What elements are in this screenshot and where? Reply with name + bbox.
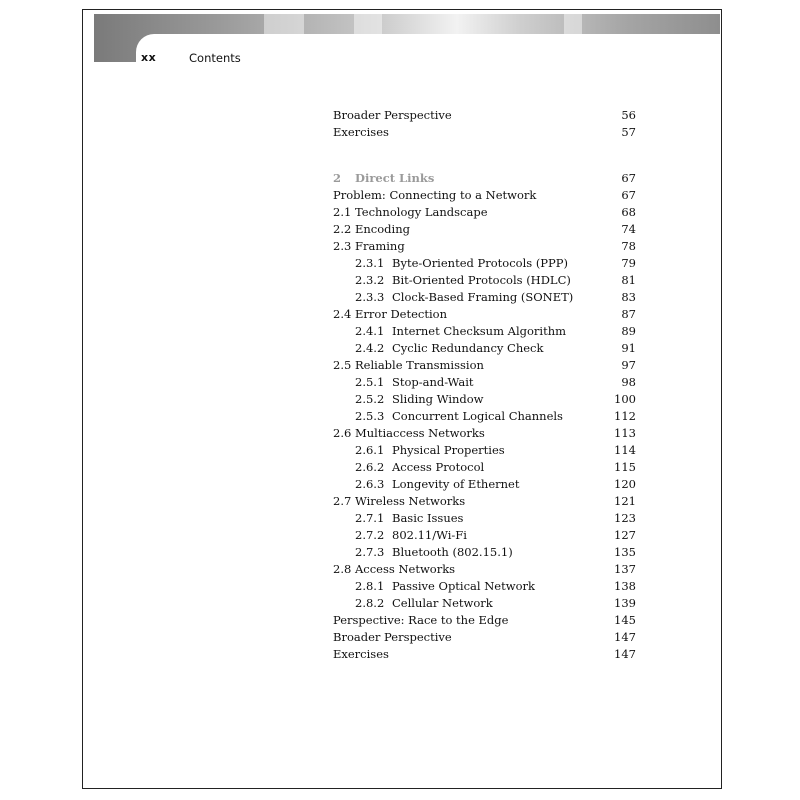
chapter-gap bbox=[333, 141, 636, 170]
toc-entry-title: Wireless Networks bbox=[355, 494, 466, 508]
toc-entry-number: 2.4.2 bbox=[355, 341, 385, 355]
toc-entry-number: 2.8.1 bbox=[355, 579, 385, 593]
toc-entry-title: Internet Checksum Algorithm bbox=[392, 324, 567, 338]
toc-entry-title: Bluetooth (802.15.1) bbox=[392, 545, 513, 559]
toc-entry-page: 56 bbox=[621, 108, 636, 122]
toc-entry-number: 2.6.2 bbox=[355, 460, 385, 474]
toc-entry-number: 2.7.3 bbox=[355, 545, 385, 559]
toc-entry-number: 2.6 bbox=[333, 426, 352, 440]
toc-entry-title: Sliding Window bbox=[392, 392, 484, 406]
book-page bbox=[82, 9, 722, 789]
toc-entry-title: Broader Perspective bbox=[333, 630, 452, 644]
toc-entry-page: 79 bbox=[621, 256, 636, 270]
toc-entry-title: Encoding bbox=[355, 222, 410, 236]
toc-entry-page: 87 bbox=[621, 307, 636, 321]
header-left-fill bbox=[94, 62, 136, 70]
chapter-number: 2 bbox=[333, 171, 342, 185]
toc-entry-title: Access Networks bbox=[355, 562, 456, 576]
toc-entry bbox=[333, 544, 636, 561]
header-streak bbox=[354, 14, 382, 34]
toc-entry-page: 97 bbox=[621, 358, 636, 372]
toc-entry-title: Longevity of Ethernet bbox=[392, 477, 520, 491]
toc-entry-number: 2.5.2 bbox=[355, 392, 385, 406]
toc-entry bbox=[333, 323, 636, 340]
toc-entry-title: Bit-Oriented Protocols (HDLC) bbox=[392, 273, 571, 287]
toc-entry-title: Stop-and-Wait bbox=[392, 375, 474, 389]
toc-entry bbox=[333, 578, 636, 595]
toc-entry bbox=[333, 289, 636, 306]
toc-entry bbox=[333, 238, 636, 255]
toc-entry-number: 2.1 bbox=[333, 205, 352, 219]
toc-entry-number: 2.4 bbox=[333, 307, 352, 321]
toc-entry-page: 120 bbox=[614, 477, 636, 491]
toc-entry-title: Concurrent Logical Channels bbox=[392, 409, 563, 423]
toc-entry-page: 74 bbox=[621, 222, 636, 236]
toc-entry bbox=[333, 221, 636, 238]
toc-entry bbox=[333, 391, 636, 408]
toc-entry-page: 147 bbox=[614, 647, 636, 661]
toc-entry-page: 112 bbox=[614, 409, 636, 423]
toc-entry bbox=[333, 107, 636, 124]
toc-entry-title: Framing bbox=[355, 239, 405, 253]
toc-entry-number: 2.2 bbox=[333, 222, 352, 236]
toc-entry-title: 802.11/Wi-Fi bbox=[392, 528, 467, 542]
toc-entry-page: 100 bbox=[614, 392, 636, 406]
toc-entry-page: 89 bbox=[621, 324, 636, 338]
toc-entry bbox=[333, 340, 636, 357]
toc-entry bbox=[333, 612, 636, 629]
toc-entry-page: 145 bbox=[614, 613, 636, 627]
toc-entry-page: 115 bbox=[614, 460, 636, 474]
toc-entry bbox=[333, 442, 636, 459]
toc-entry-title: Exercises bbox=[333, 125, 389, 139]
toc-entry bbox=[333, 595, 636, 612]
toc-entry-number: 2.8.2 bbox=[355, 596, 385, 610]
toc-entry-page: 127 bbox=[614, 528, 636, 542]
toc-entry bbox=[333, 561, 636, 578]
toc-entry bbox=[333, 476, 636, 493]
toc-entry bbox=[333, 306, 636, 323]
toc-entry-page: 113 bbox=[614, 426, 636, 440]
toc-entry-title: Problem: Connecting to a Network bbox=[333, 188, 537, 202]
toc-entry-title: Reliable Transmission bbox=[355, 358, 484, 372]
toc-entry-title: Byte-Oriented Protocols (PPP) bbox=[392, 256, 569, 270]
toc-entry-page: 123 bbox=[614, 511, 636, 525]
header-band bbox=[94, 14, 720, 70]
header-streak bbox=[264, 14, 304, 34]
toc-entry bbox=[333, 646, 636, 663]
toc-entry-page: 138 bbox=[614, 579, 636, 593]
toc-entry-number: 2.5 bbox=[333, 358, 352, 372]
toc-entry-page: 135 bbox=[614, 545, 636, 559]
toc-entry-title: Perspective: Race to the Edge bbox=[333, 613, 509, 627]
toc-entry bbox=[333, 527, 636, 544]
toc-entry bbox=[333, 493, 636, 510]
toc-entry bbox=[333, 425, 636, 442]
toc-entry bbox=[333, 124, 636, 141]
toc-entry-number: 2.5.1 bbox=[355, 375, 385, 389]
toc-entry bbox=[333, 357, 636, 374]
toc-entry-title: Exercises bbox=[333, 647, 389, 661]
toc-entry bbox=[333, 255, 636, 272]
toc-entry-number: 2.5.3 bbox=[355, 409, 385, 423]
toc-entry-number: 2.6.1 bbox=[355, 443, 385, 457]
toc-entry-title: Technology Landscape bbox=[355, 205, 488, 219]
toc-entry-number: 2.3.3 bbox=[355, 290, 385, 304]
toc-entry-page: 68 bbox=[621, 205, 636, 219]
chapter-heading bbox=[333, 170, 636, 187]
toc-entry-page: 114 bbox=[614, 443, 636, 457]
toc-entry-number: 2.7.1 bbox=[355, 511, 385, 525]
toc-entry-page: 91 bbox=[621, 341, 636, 355]
toc-entry-page: 83 bbox=[621, 290, 636, 304]
toc-entry bbox=[333, 187, 636, 204]
chapter-title: Direct Links bbox=[355, 171, 435, 185]
toc-entry-page: 57 bbox=[621, 125, 636, 139]
toc-entry bbox=[333, 204, 636, 221]
toc-entry bbox=[333, 629, 636, 646]
toc-entry-number: 2.3 bbox=[333, 239, 352, 253]
toc-entry-number: 2.4.1 bbox=[355, 324, 385, 338]
toc-entry-title: Broader Perspective bbox=[333, 108, 452, 122]
toc-entry-number: 2.7 bbox=[333, 494, 352, 508]
toc-entry-page: 98 bbox=[621, 375, 636, 389]
toc-entry-title: Multiaccess Networks bbox=[355, 426, 485, 440]
toc-entry-title: Access Protocol bbox=[392, 460, 485, 474]
toc-entry bbox=[333, 374, 636, 391]
toc-entry-number: 2.6.3 bbox=[355, 477, 385, 491]
toc-entry-page: 147 bbox=[614, 630, 636, 644]
toc-top-entries bbox=[333, 107, 636, 141]
toc-entry-title: Basic Issues bbox=[392, 511, 464, 525]
toc-entry-number: 2.8 bbox=[333, 562, 352, 576]
header-streak bbox=[564, 14, 582, 34]
toc-entry-title: Clock-Based Framing (SONET) bbox=[392, 290, 574, 304]
toc-entry-page: 121 bbox=[614, 494, 636, 508]
toc-entry-page: 137 bbox=[614, 562, 636, 576]
chapter-page: 67 bbox=[621, 171, 636, 185]
toc-entry-title: Error Detection bbox=[355, 307, 447, 321]
toc-entry-page: 81 bbox=[621, 273, 636, 287]
running-head-page-number: xx bbox=[141, 51, 157, 64]
toc-entry-page: 139 bbox=[614, 596, 636, 610]
toc-entry-title: Cyclic Redundancy Check bbox=[392, 341, 544, 355]
toc-entry-number: 2.3.2 bbox=[355, 273, 385, 287]
toc-entry-number: 2.7.2 bbox=[355, 528, 385, 542]
toc-entry-title: Cellular Network bbox=[392, 596, 493, 610]
toc-entry bbox=[333, 510, 636, 527]
toc-entry-title: Physical Properties bbox=[392, 443, 505, 457]
toc-entry-number: 2.3.1 bbox=[355, 256, 385, 270]
toc-entry bbox=[333, 408, 636, 425]
toc-entry-page: 67 bbox=[621, 188, 636, 202]
toc-entry-title: Passive Optical Network bbox=[392, 579, 535, 593]
running-head-section-title: Contents bbox=[189, 51, 241, 65]
toc-entry-page: 78 bbox=[621, 239, 636, 253]
toc-entry bbox=[333, 459, 636, 476]
chapter-entries bbox=[333, 187, 636, 663]
toc-entry bbox=[333, 272, 636, 289]
table-of-contents bbox=[333, 107, 636, 663]
